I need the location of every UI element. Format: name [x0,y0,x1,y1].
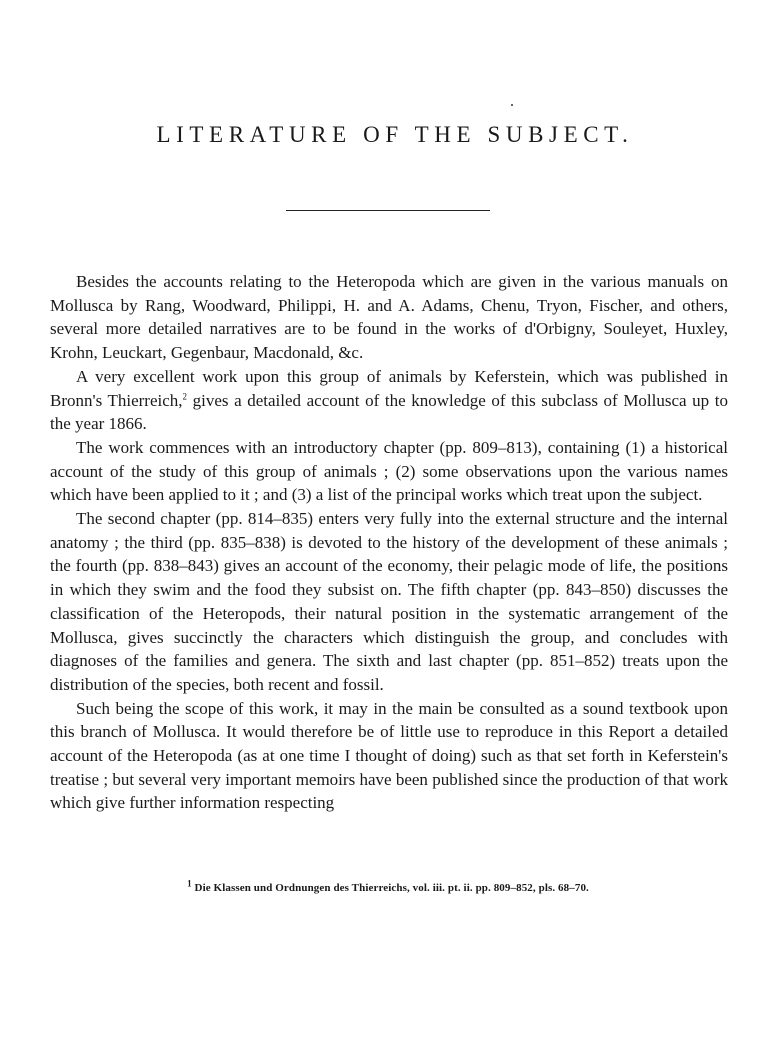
title-divider [286,210,490,211]
paragraph-4: The second chapter (pp. 814–835) enters very fully into the external structure and the internal anatomy ; the third (pp. 835–838) is devoted to the history of the development of these animals ; the fourth (pp. 838–843) gives an account of the economy, their pelagic mode of life, the positions in which they swim and the food they subsist on. The fifth chapter (pp. 843–850) discusses the classification of the Heteropods, their natural position in the systematic arrangement of the Mollusca, gives succinctly the characters which distinguish the group, and concludes with diagnoses of the families and genera. The sixth and last chapter (pp. 851–852) treats upon the distribution of the species, both recent and fossil. [50,509,728,694]
footnote-marker: 1 [187,878,192,889]
footnote [0,878,776,894]
print-speck [511,104,513,106]
body-text [50,270,728,815]
footnote-text: Die Klassen und Ordnungen des Thierreichs, vol. iii. pt. ii. pp. 809–852, pls. 68–70. [191,882,589,894]
paragraph-2-before: A very excellent work upon this group of animals by Keferstein, which was published in Bronn's Thierreich, [50,366,728,410]
paragraph-2 [50,365,728,436]
paragraph-1: Besides the accounts relating to the Heteropoda which are given in the various manuals on Mollusca by Rang, Woodward, Philippi, H. and A. Adams, Chenu, Tryon, Fischer, and others, several more detailed narratives are to be found in the works of d'Orbigny, Souleyet, Huxley, Krohn, Leuckart, Gegenbaur, Macdonald, &c. [50,272,728,363]
footnote-ref-marker: 2 [182,390,188,401]
page-title: LITERATURE OF THE SUBJECT. [156,122,634,147]
paragraph-3: The work commences with an introductory chapter (pp. 809–813), containing (1) a historical account of the study of this group of animals ; (2) some observations upon the various names which have been applied to it ; and (3) a list of the principal works which treat upon the subject. [50,437,728,505]
paragraph-5: Such being the scope of this work, it may in the main be consulted as a sound textbook upon this branch of Mollusca. It would therefore be of little use to reproduce in this Report a detailed account of the Heteropoda (as at one time I thought of doing) such as that set forth in Keferstein's treatise ; but several very important memoirs have been published since the production of that work which give further information respecting [50,698,728,813]
paragraph-2-after: gives a detailed account of the knowledge of this subclass of Mollusca up to the year 1866. [50,390,728,434]
